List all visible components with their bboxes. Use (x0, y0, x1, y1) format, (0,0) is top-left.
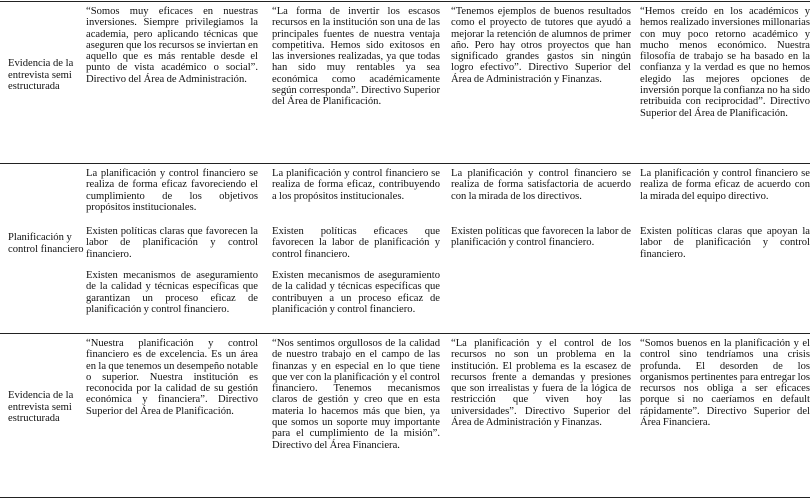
evidence-1-col-2: “La forma de invertir los escasos recursos en la institución son una de las principales fuentes de nuestra ventaja competitiva. Hemos sido exitosos en las inversiones realizadas, ya que todas han sido muy rentables ya sea económica como académicamente según corresponda”. Directivo Superior del Área de Planificación. (272, 6, 440, 108)
planning-col-3-item-1: La planificación y control financiero se realiza de forma satisfactoria de acuerdo con la mirada de los directivos. (451, 168, 631, 202)
planning-col-3-item-2: Existen políticas que favorecen la labor de planificación y control financiero. (451, 226, 631, 249)
row-label-evidence-1: Evidencia de la entrevista semi estructurada (8, 58, 74, 93)
planning-col-2-item-3: Existen mecanismos de aseguramiento de la calidad y técnicas específicas que contribuyen a un proceso eficaz de planificación y control financiero. (272, 270, 440, 315)
evidence-1-col-1: “Somos muy eficaces en nuestras inversiones. Siempre privilegiamos la academia, pero aplicando técnicas que aseguren que los recursos se inviertan en aquello que es más rentable desde el punto de vista académico o social”. Directivo del Área de Administración. (86, 6, 258, 85)
evidence-2-col-3: “La planificación y el control de los recursos no son un problema en la institución. El problema es la escasez de recursos frente a demandas y presiones que son irrealistas y fuera de la lógica de restricción que viven hoy las universidades”. Directivo Superior del Área de Administración y Finanzas. (451, 338, 631, 429)
table-rule-bottom (0, 497, 810, 498)
evidence-2-col-2: “Nos sentimos orgullosos de la calidad de nuestro trabajo en el campo de las finanzas y en especial en lo que tiene que ver con la planificación y el control financiero. Tenemos mecanismos claros de gestión y creo que en esta materia lo hacemos más que bien, ya que somos un soporte muy importante para el cumplimiento de la misión”. Directivo del Área Financiera. (272, 338, 440, 451)
planning-col-4-item-2: Existen políticas claras que apoyan la labor de planificación y control financiero. (640, 226, 810, 260)
row-label-evidence-2: Evidencia de la entrevista semi estructurada (8, 390, 74, 425)
evidence-2-col-1: “Nuestra planificación y control financiero es de excelencia. Es un área en la que tenemos un desempeño notable o superior. Nuestra institución es reconocida por la calidad de su gestión económica y financiera”. Directivo Superior del Área de Planificación. (86, 338, 258, 417)
evidence-1-col-3: “Tenemos ejemplos de buenos resultados como el proyecto de tutores que ayudó a mejorar la retención de alumnos de primer año. Pero hay otros proyectos que han significado grandes gastos sin ningún logro efectivo”. Directivo Superior del Área de Administración y Finanzas. (451, 6, 631, 85)
planning-col-2-item-1: La planificación y control financiero se realiza de forma eficaz, contribuyendo a los propósitos institucionales. (272, 168, 440, 202)
planning-col-1-item-1: La planificación y control financiero se realiza de forma eficaz favoreciendo el cumplimiento de los objetivos propósitos institucionales. (86, 168, 258, 213)
planning-col-1-item-3: Existen mecanismos de aseguramiento de la calidad y técnicas específicas que garantizan un proceso eficaz de planificación y control financiero. (86, 270, 258, 315)
evidence-2-col-4: “Somos buenos en la planificación y el control sino tendríamos una crisis profunda. El desorden de los organismos pertinentes para entregar los recursos nos obliga a ser eficaces porque si no caeríamos en default rápidamente”. Directivo Superior del Área Financiera. (640, 338, 810, 429)
evidence-1-col-4: “Hemos creído en los académicos y hemos realizado inversiones millonarias con muy poco retorno académico y mucho menos económico. Nuestra filosofía de trabajo se ha basado en la confianza y la verdad es que no hemos elegido las mejores opciones de inversión porque la confianza no ha sido retribuida con reciprocidad”. Directivo Superior del Área de Planificación. (640, 6, 810, 119)
planning-col-1-item-2: Existen políticas claras que favorecen la labor de planificación y control financiero. (86, 226, 258, 260)
row-label-planning: Planificación y control financiero (8, 232, 84, 255)
table-rule-middle-1 (0, 163, 810, 164)
table-rule-top (0, 1, 810, 2)
planning-col-2-item-2: Existen políticas eficaces que favorecen la labor de planificación y control financiero. (272, 226, 440, 260)
table-rule-middle-2 (0, 333, 810, 334)
planning-col-4-item-1: La planificación y control financiero se realiza de forma eficaz de acuerdo con la mirada del equipo directivo. (640, 168, 810, 202)
